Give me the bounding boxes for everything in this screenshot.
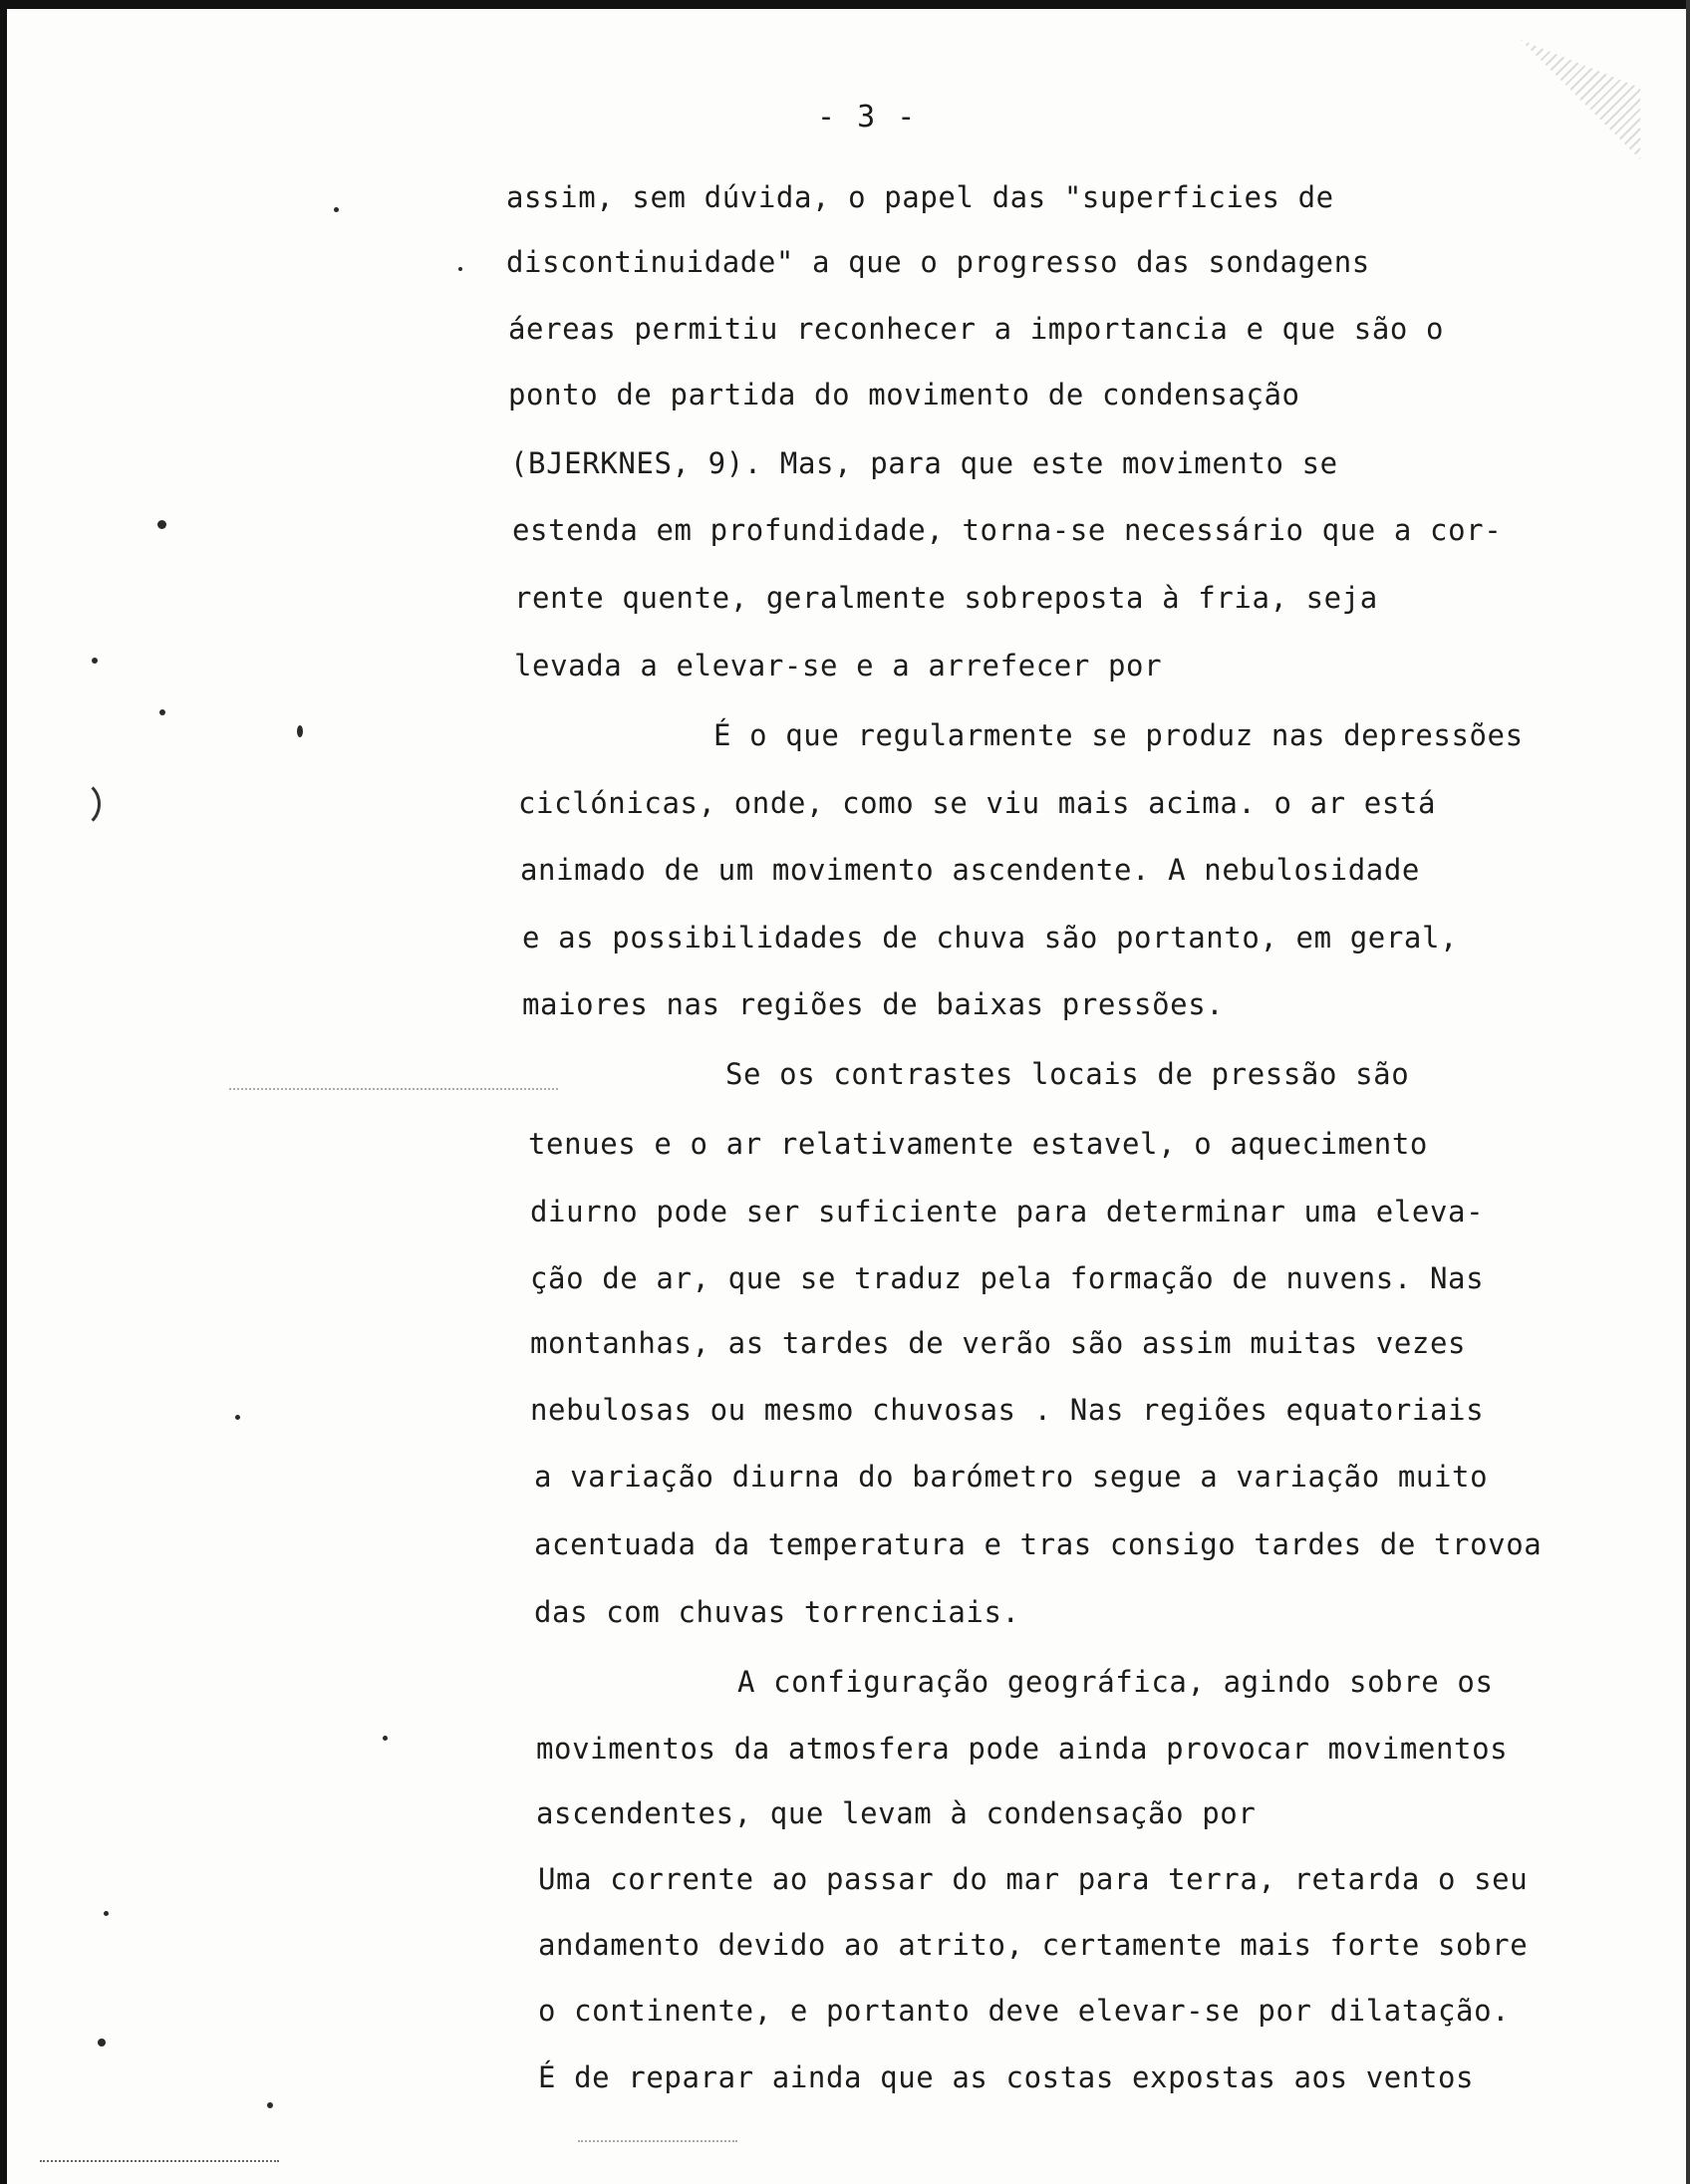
text-line: a variação diurna do barómetro segue a variação muito bbox=[534, 1460, 1489, 1494]
text-line: É o que regularmente se produz nas depressões bbox=[713, 718, 1524, 752]
scan-speck bbox=[92, 658, 98, 664]
scan-border-top bbox=[0, 0, 1690, 9]
scan-speck bbox=[297, 725, 303, 737]
text-line: maiores nas regiões de baixas pressões. bbox=[522, 987, 1225, 1021]
text-line: A configuração geográfica, agindo sobre os bbox=[737, 1665, 1494, 1699]
text-line: rente quente, geralmente sobreposta à fria, seja bbox=[514, 581, 1378, 615]
text-line: levada a elevar-se e a arrefecer por bbox=[514, 649, 1163, 682]
text-line: movimentos da atmosfera pode ainda provocar movimentos bbox=[536, 1732, 1509, 1766]
text-line: Uma corrente ao passar do mar para terra, retarda o seu bbox=[538, 1862, 1529, 1896]
text-line: o continente, e portanto deve elevar-se por dilatação. bbox=[538, 1994, 1511, 2028]
text-line: diurno pode ser suficiente para determinar uma eleva- bbox=[530, 1195, 1485, 1228]
text-line: acentuada da temperatura e tras consigo tardes de trovoa bbox=[534, 1527, 1543, 1561]
text-line: tenues e o ar relativamente estavel, o aquecimento bbox=[528, 1127, 1428, 1161]
scan-border-left bbox=[0, 0, 7, 2184]
text-line: estenda em profundidade, torna-se necessário que a cor- bbox=[512, 513, 1503, 547]
scan-speck bbox=[159, 709, 165, 715]
text-line: ascendentes, que levam à condensação por bbox=[536, 1796, 1257, 1830]
corner-fold-mark bbox=[1521, 40, 1640, 159]
scan-border-right bbox=[1686, 0, 1690, 2184]
scan-speck bbox=[235, 1415, 240, 1420]
text-line: (BJERKNES, 9). Mas, para que este movimento se bbox=[510, 446, 1338, 480]
page-number: - 3 - bbox=[817, 100, 918, 135]
scan-speck bbox=[104, 1911, 109, 1916]
text-line: montanhas, as tardes de verão são assim muitas vezes bbox=[530, 1326, 1467, 1360]
text-line: Se os contrastes locais de pressão são bbox=[725, 1057, 1410, 1091]
text-line: e as possibilidades de chuva são portanto, em geral, bbox=[522, 921, 1459, 955]
text-line: animado de um movimento ascendente. A nebulosidade bbox=[520, 853, 1420, 887]
text-line: É de reparar ainda que as costas expostas aos ventos bbox=[538, 2060, 1475, 2094]
text-line: ção de ar, que se traduz pela formação de nuvens. Nas bbox=[530, 1261, 1485, 1295]
text-line: discontinuidade" a que o progresso das sondagens bbox=[506, 245, 1370, 279]
scan-speck bbox=[458, 267, 462, 271]
scan-speck bbox=[98, 2039, 106, 2047]
text-line: nebulosas ou mesmo chuvosas . Nas regiões equatoriais bbox=[530, 1393, 1485, 1427]
scan-speck bbox=[383, 1736, 388, 1741]
scan-bracket-mark bbox=[46, 779, 101, 829]
scan-smudge bbox=[40, 2160, 279, 2162]
text-line: ponto de partida do movimento de condensação bbox=[508, 378, 1300, 411]
scan-smudge bbox=[229, 1088, 558, 1090]
text-line: assim, sem dúvida, o papel das "superficies de bbox=[506, 180, 1334, 214]
scan-speck bbox=[334, 207, 339, 212]
scan-speck bbox=[267, 2102, 273, 2108]
text-line: áereas permitiu reconhecer a importancia e que são o bbox=[508, 312, 1445, 346]
text-line: andamento devido ao atrito, certamente mais forte sobre bbox=[538, 1928, 1529, 1962]
text-line: ciclónicas, onde, como se viu mais acima. o ar está bbox=[518, 786, 1437, 820]
text-line: das com chuvas torrenciais. bbox=[534, 1595, 1020, 1629]
scan-smudge bbox=[578, 2140, 737, 2142]
scan-speck bbox=[157, 520, 166, 529]
